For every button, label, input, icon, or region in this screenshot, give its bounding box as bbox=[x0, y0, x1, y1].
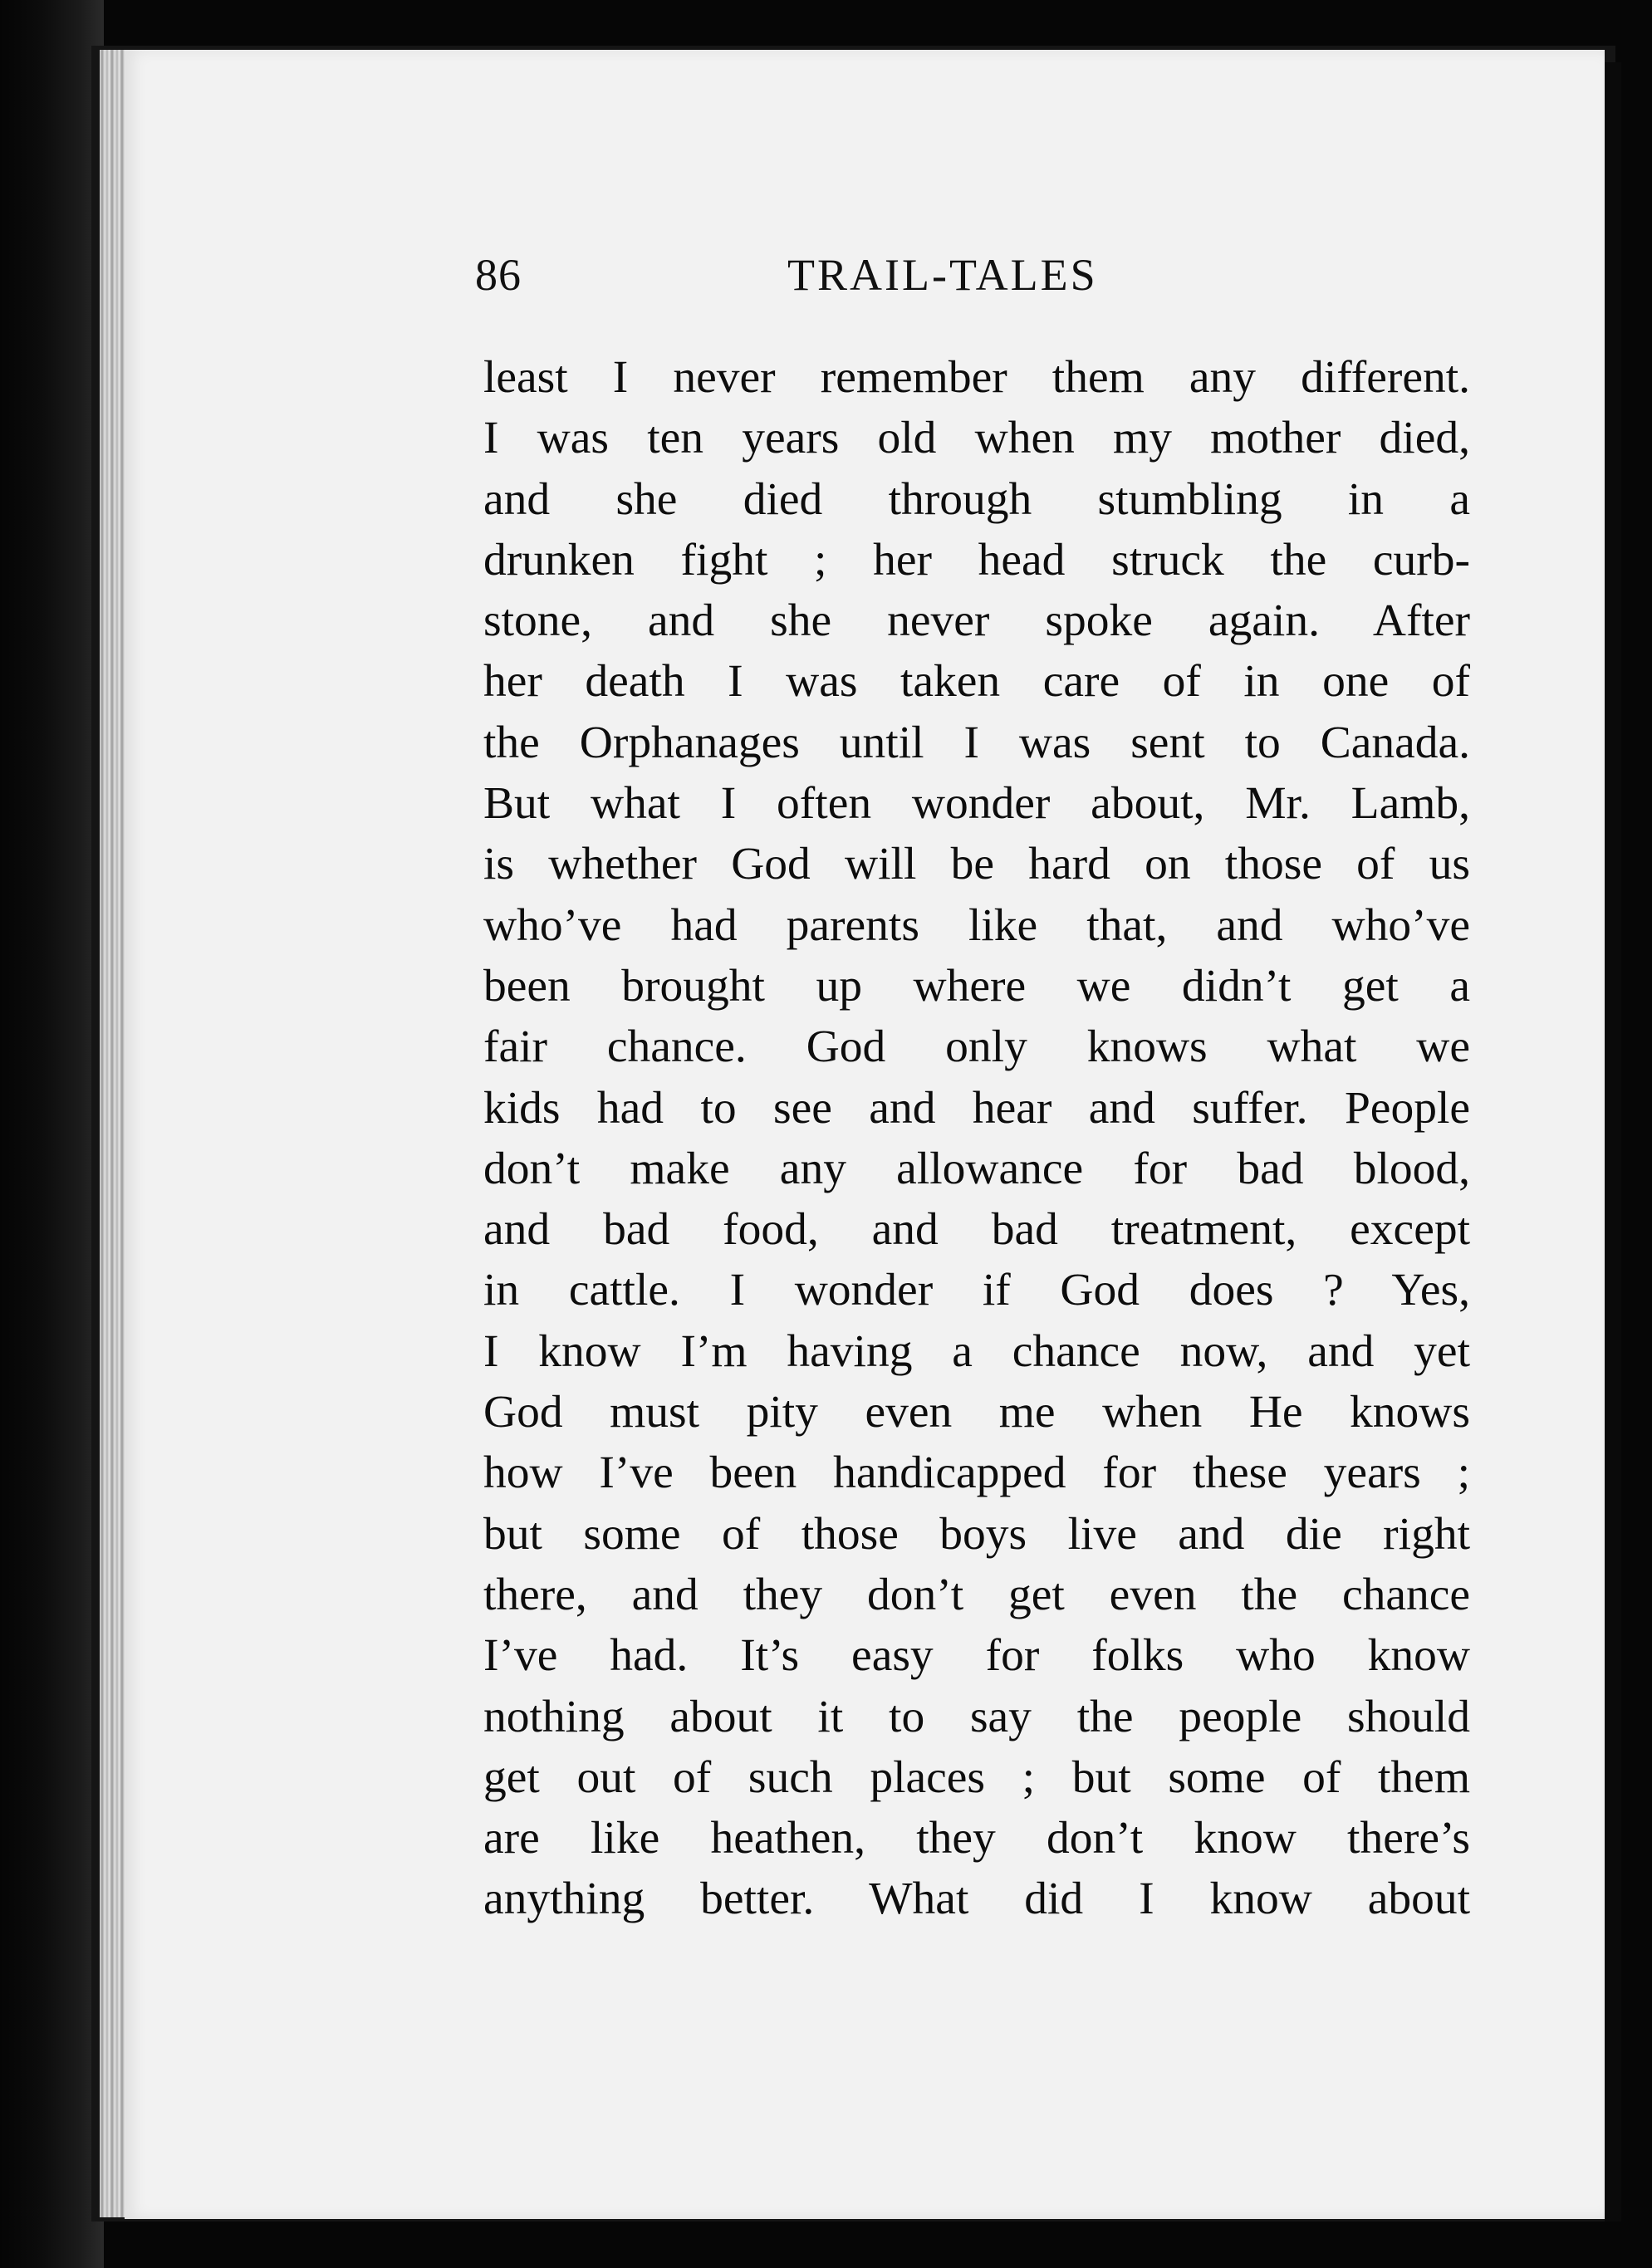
text-line: get out of such places ; but some of them bbox=[483, 1751, 1470, 1803]
text-line: who’ve had parents like that, and who’ve bbox=[483, 899, 1470, 951]
text-line: and bad food, and bad treatment, except bbox=[483, 1204, 1470, 1256]
running-title: TRAIL-TALES bbox=[787, 250, 1098, 300]
text-line: and she died through stumbling in a bbox=[483, 473, 1470, 525]
text-line: there, and they don’t get even the chance bbox=[483, 1569, 1470, 1620]
text-line: don’t make any allowance for bad blood, bbox=[483, 1143, 1470, 1194]
page-number: 86 bbox=[475, 250, 522, 300]
text-line: in cattle. I wonder if God does ? Yes, bbox=[483, 1265, 1470, 1316]
text-line: been brought up where we didn’t get a bbox=[483, 960, 1470, 1012]
text-line: kids had to see and hear and suffer. People bbox=[483, 1082, 1470, 1134]
text-line: I know I’m having a chance now, and yet bbox=[483, 1325, 1470, 1377]
text-line: nothing about it to say the people should bbox=[483, 1691, 1470, 1742]
running-header bbox=[475, 242, 1480, 308]
text-line: fair chance. God only knows what we bbox=[483, 1021, 1470, 1073]
text-line: is whether God will be hard on those of us bbox=[483, 839, 1470, 890]
text-line: but some of those boys live and die right bbox=[483, 1508, 1470, 1560]
text-line: anything better. What did I know about bbox=[483, 1874, 1470, 1925]
text-line: stone, and she never spoke again. After bbox=[483, 595, 1470, 647]
text-line: I’ve had. It’s easy for folks who know bbox=[483, 1630, 1470, 1682]
text-line: her death I was taken care of in one of bbox=[483, 656, 1470, 708]
text-line: least I never remember them any different. bbox=[483, 352, 1470, 403]
text-line: God must pity even me when He knows bbox=[483, 1387, 1470, 1438]
text-line: drunken fight ; her head struck the curb- bbox=[483, 534, 1470, 585]
text-line: But what I often wonder about, Mr. Lamb, bbox=[483, 778, 1470, 830]
text-line: how I’ve been handicapped for these years ; bbox=[483, 1448, 1470, 1499]
text-line: the Orphanages until I was sent to Canada. bbox=[483, 717, 1470, 768]
scan-border-left bbox=[0, 0, 104, 2268]
body-text bbox=[483, 347, 1470, 1930]
text-line: I was ten years old when my mother died, bbox=[483, 413, 1470, 464]
text-line: are like heathen, they don’t know there’s bbox=[483, 1813, 1470, 1864]
page-edge-shadow bbox=[1605, 62, 1621, 2221]
